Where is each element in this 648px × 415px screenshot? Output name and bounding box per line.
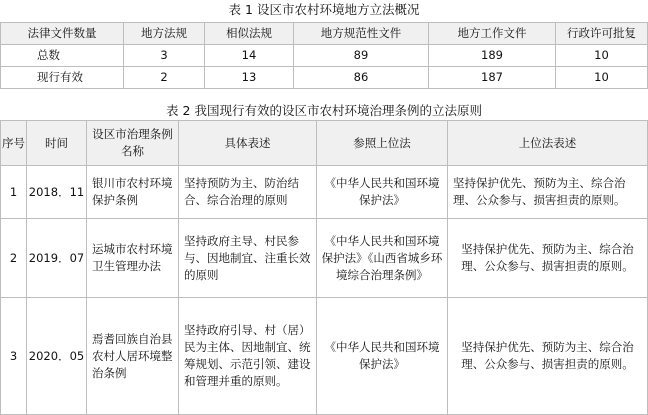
table2-header-cell: 序号 [1, 121, 27, 166]
table2-cell-index: 3 [1, 298, 27, 415]
table1-cell: 86 [294, 67, 429, 89]
table2-cell-regulation: 焉耆回族自治县农村人居环境整治条例 [87, 298, 179, 415]
table2-cell-index: 2 [1, 219, 27, 298]
table-row [1, 67, 648, 89]
table2-cell-statement: 坚持政府主导、村民参与、因地制宜、注重长效的原则 [179, 219, 317, 298]
table1-cell: 10 [556, 67, 648, 89]
table2-header-cell: 设区市治理条例名称 [87, 121, 179, 166]
table1-cell: 14 [205, 45, 294, 67]
table1-row-label: 现行有效 [1, 67, 124, 89]
table2-cell-date: 2020．05 [27, 298, 87, 415]
table2-header-cell: 时间 [27, 121, 87, 166]
table2 [0, 120, 648, 415]
table2-cell-reference-law: 《中华人民共和国环境保护法》 [317, 166, 448, 219]
table2-header-row [1, 121, 648, 166]
table-row [1, 166, 648, 219]
table1-header-cell: 地方法规 [124, 23, 205, 45]
table1-header-cell: 地方规范性文件 [294, 23, 429, 45]
table1-cell: 3 [124, 45, 205, 67]
table1-header-row [1, 23, 648, 45]
table2-caption: 表 2 我国现行有效的设区市农村环境治理条例的立法原则 [166, 103, 482, 118]
table1-cell: 189 [429, 45, 556, 67]
table1-cell: 89 [294, 45, 429, 67]
table2-header-cell: 上位法表述 [448, 121, 648, 166]
table1-header-cell: 法律文件数量 [1, 23, 124, 45]
table2-cell-date: 2018．11 [27, 166, 87, 219]
table1-header-cell: 地方工作文件 [429, 23, 556, 45]
table2-cell-statement: 坚持政府引导、村（居）民为主体、因地制宜、统筹规划、示范引领、建设和管理并重的原则。 [179, 298, 317, 415]
table1-row-label: 总数 [1, 45, 124, 67]
table2-cell-date: 2019．07 [27, 219, 87, 298]
table1 [0, 22, 648, 89]
table1-cell: 187 [429, 67, 556, 89]
table1-header-cell: 行政许可批复 [556, 23, 648, 45]
table1-cell: 10 [556, 45, 648, 67]
table2-cell-reference-law: 《中华人民共和国环境保护法》 [317, 298, 448, 415]
table-row [1, 298, 648, 415]
table2-header-cell: 具体表述 [179, 121, 317, 166]
table2-cell-statement: 坚持预防为主、防治结合、综合治理的原则 [179, 166, 317, 219]
table1-header-cell: 相似法规 [205, 23, 294, 45]
table2-cell-regulation: 银川市农村环境保护条例 [87, 166, 179, 219]
table2-cell-reference-law: 《中华人民共和国环境保护法》《山西省城乡环境综合治理条例》 [317, 219, 448, 298]
table2-cell-law-statement: 坚持保护优先、预防为主、综合治理、公众参与、损害担责的原则。 [448, 166, 648, 219]
table1-caption: 表 1 设区市农村环境地方立法概况 [228, 2, 420, 17]
table2-cell-regulation: 运城市农村环境卫生管理办法 [87, 219, 179, 298]
table1-cell: 2 [124, 67, 205, 89]
table1-cell: 13 [205, 67, 294, 89]
table2-cell-law-statement: 坚持保护优先、预防为主、综合治理、公众参与、损害担责的原则。 [448, 298, 648, 415]
table-row [1, 219, 648, 298]
table2-header-cell: 参照上位法 [317, 121, 448, 166]
table2-cell-index: 1 [1, 166, 27, 219]
table-row [1, 45, 648, 67]
table2-cell-law-statement: 坚持保护优先、预防为主、综合治理、公众参与、损害担责的原则。 [448, 219, 648, 298]
